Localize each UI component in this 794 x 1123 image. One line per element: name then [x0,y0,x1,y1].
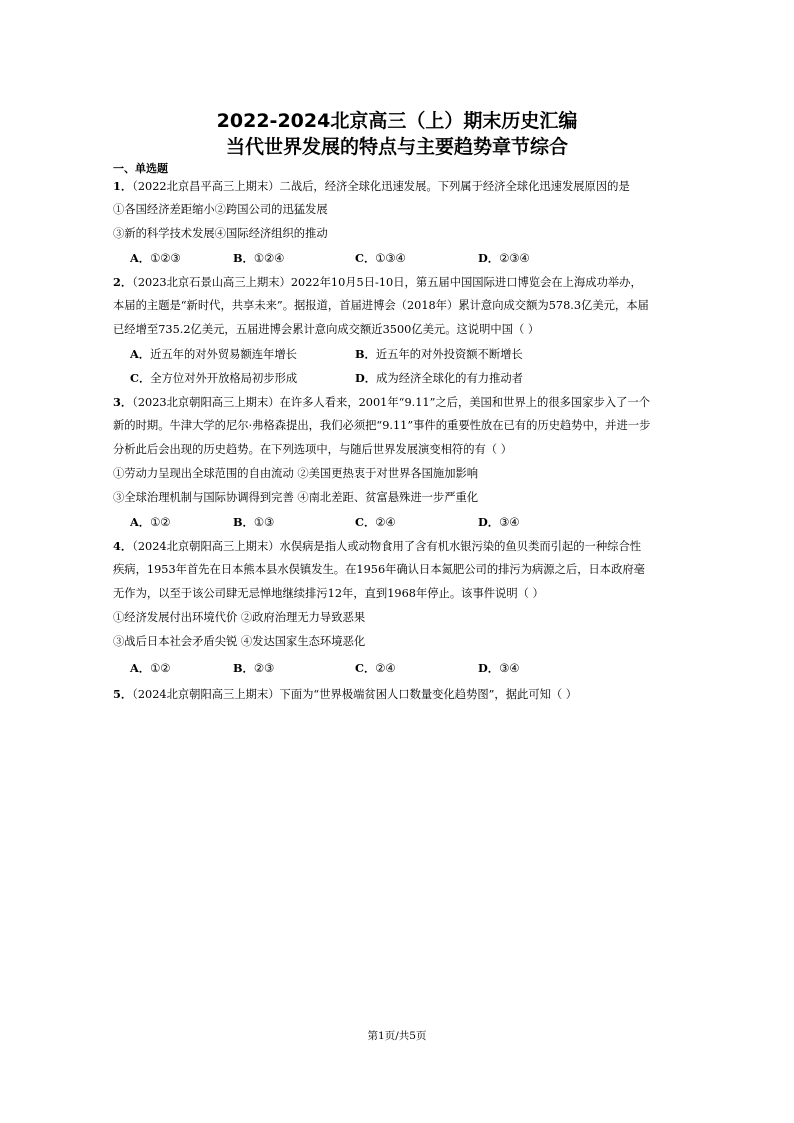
option-letter: B． [233,515,254,529]
option-letter: D． [355,371,377,385]
question-text: （2024北京朝阳高三上期末）水俣病是指人或动物食用了含有机水银污染的鱼贝类而引起的一种综合性 [132,540,642,553]
option-b [233,660,274,677]
option-letter: C． [355,661,376,675]
question-number: 1． [113,179,133,193]
option-text: ②③ [253,662,275,675]
option-d [478,660,519,677]
option-text: ①②③ [150,252,181,265]
option-letter: A． [130,347,151,361]
page-footer: 第1页/共5页 [367,1030,427,1042]
question-text: 本届的主题是“新时代，共享未来”。据报道，首届进博会（2018年）累计意向成交额为578.3亿美元，本届 [113,299,649,312]
option-d [478,514,519,531]
option-c [130,370,297,387]
option-b [355,346,523,363]
question-3 [113,394,650,411]
option-text: ①② [150,662,171,675]
question-number: 2． [113,275,133,289]
option-b [233,514,274,531]
question-text: （2023北京石景山高三上期末）2022年10月5日-10日，第五届中国国际进口博览会在上海成功举办， [132,276,642,289]
option-a [130,250,180,267]
question-text: （2022北京昌平高三上期末）二战后，经济全球化迅速发展。下列属于经济全球化迅速发展原因的是 [132,180,630,193]
option-c [355,250,406,267]
question-text: （2023北京朝阳高三上期末）在许多人看来，2001年“9.11”之后，美国和世界上的很多国家步入了一个 [132,396,651,409]
option-letter: A． [130,515,151,529]
option-letter: C． [130,371,151,385]
option-letter: A． [130,251,151,265]
question-text: 分析此后会出现的历史趋势。在下列选项中，与随后世界发展演变相符的有（ ） [113,443,512,456]
question-text: ①经济发展付出环境代价 ②政府治理无力导致恶果 [113,611,366,624]
option-letter: D． [478,661,500,675]
page-subtitle: 当代世界发展的特点与主要趋势章节综合 [225,136,568,158]
section-heading: 一、单选题 [113,162,168,175]
option-text: ①②④ [253,252,285,265]
option-d [478,250,529,267]
question-text: ③战后日本社会矛盾尖锐 ④发达国家生态环境恶化 [113,635,366,648]
option-text: ③④ [499,516,520,529]
option-a [130,660,170,677]
option-letter: B． [355,347,376,361]
option-text: ③④ [499,662,520,675]
option-text: ②④ [375,662,396,675]
option-text: ②④ [375,516,396,529]
option-letter: C． [355,251,376,265]
option-c [355,514,396,531]
option-a [130,346,297,363]
question-5 [113,686,577,703]
question-text: 已经增至735.2亿美元，五届进博会累计意向成交额近3500亿美元。这说明中国（ ） [113,323,540,336]
option-letter: A． [130,661,151,675]
option-b [233,250,284,267]
option-d [355,370,523,387]
question-text: ①劳动力呈现出全球范围的自由流动 ②美国更热衷于对世界各国施加影响 [113,467,479,480]
question-text: 无作为，以至于该公司肆无忌惮地继续排污12年，直到1968年停止。该事件说明（ ） [113,587,544,600]
question-text: 新的时期。牛津大学的尼尔·弗格森提出，我们必须把“9.11”事件的重要性放在已有的历史趋势中，并进一步 [113,419,651,432]
option-a [130,514,170,531]
option-text: 近五年的对外投资额不断增长 [375,348,523,361]
question-number: 4． [113,539,133,553]
question-text: ①各国经济差距缩小②跨国公司的迅猛发展 [113,203,328,216]
question-text: ③新的科学技术发展④国际经济组织的推动 [113,227,328,240]
option-text: ②③④ [499,252,530,265]
question-number: 5． [113,687,133,701]
option-text: 近五年的对外贸易额连年增长 [150,348,297,361]
page-title: 2022-2024北京高三（上）期末历史汇编 [216,110,578,132]
option-c [355,660,396,677]
option-text: 全方位对外开放格局初步形成 [150,372,298,385]
option-letter: B． [233,661,254,675]
option-text: ①③ [253,516,275,529]
question-1 [113,178,630,195]
question-text: （2024北京朝阳高三上期末）下面为“世界极端贫困人口数量变化趋势图”，据此可知（ ） [132,688,578,701]
option-letter: D． [478,251,500,265]
question-4 [113,538,641,555]
option-letter: D． [478,515,500,529]
question-text: ③全球治理机制与国际协调得到完善 ④南北差距、贫富悬殊进一步严重化 [113,491,479,504]
option-text: ①② [150,516,171,529]
question-text: 疾病，1953年首先在日本熊本县水俣镇发生。在1956年确认日本氮肥公司的排污为病源之后，日本政府毫 [113,563,645,576]
option-letter: C． [355,515,376,529]
option-text: ①③④ [375,252,406,265]
option-letter: B． [233,251,254,265]
question-number: 3． [113,395,133,409]
question-2 [113,274,642,291]
option-text: 成为经济全球化的有力推动者 [376,372,523,385]
